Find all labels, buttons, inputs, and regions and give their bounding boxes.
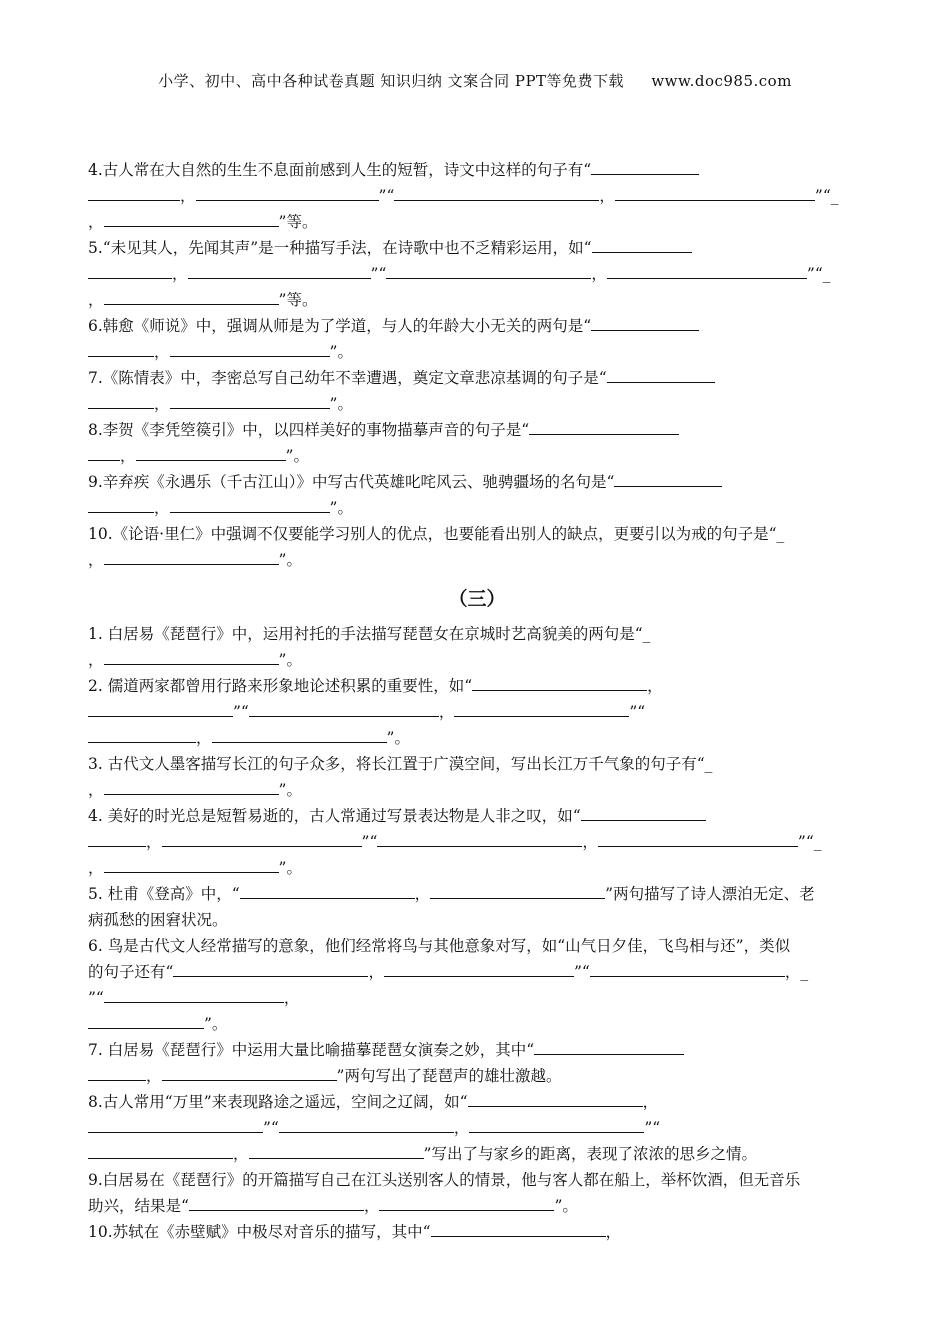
- worksheet-line: [88, 985, 866, 1011]
- worksheet-line: [88, 751, 866, 777]
- answer-blank[interactable]: [430, 881, 605, 899]
- answer-blank[interactable]: [88, 725, 196, 743]
- worksheet-line: [88, 313, 866, 339]
- section-title: （三）: [448, 588, 506, 610]
- answer-blank[interactable]: [607, 365, 715, 383]
- answer-blank[interactable]: [88, 1011, 204, 1029]
- line-text: ，: [88, 651, 104, 669]
- worksheet-line: [88, 1219, 866, 1245]
- line-text: ，: [414, 885, 431, 903]
- line-text: 7. 白居易《琵琶行》中运用大量比喻描摹琵琶女演奏之妙，其中“: [88, 1041, 535, 1059]
- line-text: ”两句描写了诗人漂泊无定、老: [605, 885, 815, 903]
- line-text: ”。: [329, 395, 353, 413]
- line-text: ，: [438, 703, 455, 721]
- line-text: ”。: [278, 781, 302, 799]
- line-text: ”。: [285, 447, 309, 465]
- answer-blank[interactable]: [240, 881, 415, 899]
- line-text: ，: [368, 963, 384, 981]
- worksheet-body: [88, 157, 866, 1245]
- line-text: ，: [642, 1093, 659, 1111]
- line-text: ，: [154, 395, 170, 413]
- answer-blank[interactable]: [88, 829, 146, 847]
- answer-blank[interactable]: [88, 1063, 146, 1081]
- answer-blank[interactable]: [384, 959, 574, 977]
- worksheet-line: [88, 725, 866, 751]
- answer-blank[interactable]: [529, 417, 679, 435]
- answer-blank[interactable]: [249, 699, 439, 717]
- line-text: ”“_: [814, 187, 839, 205]
- answer-blank[interactable]: [249, 1141, 424, 1159]
- answer-blank[interactable]: [379, 1193, 554, 1211]
- worksheet-line: [88, 365, 866, 391]
- worksheet-line: [88, 673, 866, 699]
- answer-blank[interactable]: [472, 673, 647, 691]
- worksheet-line: [88, 443, 866, 469]
- page-header: [0, 70, 950, 91]
- line-text: 助兴，结果是“: [88, 1197, 189, 1215]
- line-text: 4.古人常在大自然的生生不息面前感到人生的短暂，诗文中这样的句子有“: [88, 161, 592, 179]
- worksheet-line: [88, 933, 866, 959]
- answer-blank[interactable]: [581, 803, 706, 821]
- line-text: ”等。: [278, 291, 318, 309]
- worksheet-line: [88, 339, 866, 365]
- answer-blank[interactable]: [170, 495, 330, 513]
- line-text: ，: [180, 187, 196, 205]
- line-text: ，: [605, 1223, 622, 1241]
- line-text: 9.白居易在《琵琶行》的开篇描写自己在江头送别客人的情景，他与客人都在船上，举杯饮酒，但无音乐: [88, 1171, 801, 1189]
- worksheet-line: [88, 777, 866, 803]
- answer-blank[interactable]: [88, 339, 154, 357]
- line-text: ，: [283, 989, 300, 1007]
- worksheet-line: [88, 1037, 866, 1063]
- answer-blank[interactable]: [607, 261, 807, 279]
- line-text: ”。: [278, 651, 302, 669]
- answer-blank[interactable]: [592, 235, 692, 253]
- answer-blank[interactable]: [88, 699, 233, 717]
- line-text: 1. 白居易《琵琶行》中，运用衬托的手法描写琵琶女在京城时艺高貌美的两句是“_: [88, 625, 651, 643]
- line-text: ，: [154, 499, 170, 517]
- worksheet-line: [88, 391, 866, 417]
- answer-blank[interactable]: [162, 1063, 337, 1081]
- worksheet-line: [88, 803, 866, 829]
- line-text: 的句子还有“: [88, 963, 174, 981]
- line-text: ，: [172, 265, 188, 283]
- answer-blank[interactable]: [386, 261, 591, 279]
- answer-blank[interactable]: [212, 725, 387, 743]
- answer-blank[interactable]: [469, 1115, 644, 1133]
- answer-blank[interactable]: [170, 391, 330, 409]
- line-text: 7.《陈情表》中，李密总写自己幼年不幸遭遇，奠定文章悲凉基调的句子是“: [88, 369, 607, 387]
- worksheet-line: [88, 647, 866, 673]
- line-text: ”。: [329, 343, 353, 361]
- line-text: ”“: [361, 833, 378, 851]
- line-text: ”。: [278, 551, 302, 569]
- line-text: 10.《论语·里仁》中强调不仅要能学习别人的优点，也要能看出别人的缺点，更要引以为戒的句子是“_: [88, 525, 785, 543]
- line-text: ，: [154, 343, 170, 361]
- line-text: ”等。: [278, 213, 318, 231]
- answer-blank[interactable]: [173, 959, 368, 977]
- answer-blank[interactable]: [431, 1219, 606, 1237]
- line-text: 6. 鸟是古代文人经常描写的意象，他们经常将鸟与其他意象对写，如“山气日夕佳，飞鸟相与还”，类似: [88, 937, 791, 955]
- answer-blank[interactable]: [615, 183, 815, 201]
- line-text: 10.苏轼在《赤壁赋》中极尽对音乐的描写，其中“: [88, 1223, 431, 1241]
- line-text: ，: [88, 781, 104, 799]
- answer-blank[interactable]: [104, 985, 284, 1003]
- line-text: ”“: [629, 703, 646, 721]
- worksheet-line: [88, 183, 866, 209]
- worksheet-line: [88, 621, 866, 647]
- answer-blank[interactable]: [104, 777, 279, 795]
- line-text: ”“: [370, 265, 387, 283]
- line-text: ”“_: [806, 265, 831, 283]
- answer-blank[interactable]: [88, 391, 154, 409]
- line-text: ”“: [233, 703, 249, 721]
- answer-blank[interactable]: [614, 469, 722, 487]
- worksheet-line: [88, 547, 866, 573]
- line-text: ”。: [386, 729, 410, 747]
- worksheet-line: [88, 495, 866, 521]
- line-text: 5.“未见其人，先闻其声”是一种描写手法，在诗歌中也不乏精彩运用，如“: [88, 239, 592, 257]
- answer-blank[interactable]: [196, 183, 379, 201]
- worksheet-line: [88, 1167, 866, 1193]
- answer-blank[interactable]: [189, 1193, 364, 1211]
- worksheet-line: [88, 209, 866, 235]
- line-text: ，: [146, 1067, 162, 1085]
- line-text: ”。: [554, 1197, 578, 1215]
- worksheet-line: [88, 829, 866, 855]
- answer-blank[interactable]: [591, 157, 699, 175]
- line-text: 病孤愁的困窘状况。: [88, 911, 228, 929]
- answer-blank[interactable]: [377, 829, 582, 847]
- answer-blank[interactable]: [468, 1089, 643, 1107]
- line-text: ”。: [204, 1015, 228, 1033]
- worksheet-line: [88, 235, 866, 261]
- line-text: ，: [88, 213, 104, 231]
- line-text: ”“: [88, 989, 104, 1007]
- line-text: ，: [453, 1119, 470, 1137]
- line-text: ，_: [784, 963, 809, 981]
- line-text: ”。: [278, 859, 302, 877]
- worksheet-line: [88, 157, 866, 183]
- line-text: 6.韩愈《师说》中，强调从师是为了学道，与人的年龄大小无关的两句是“: [88, 317, 592, 335]
- answer-blank[interactable]: [104, 209, 279, 227]
- worksheet-line: [88, 287, 866, 313]
- worksheet-line: [88, 1089, 866, 1115]
- line-text: ，: [196, 729, 212, 747]
- line-text: ，: [647, 677, 663, 695]
- header-url: www.doc985.com: [651, 72, 792, 90]
- answer-blank[interactable]: [88, 183, 180, 201]
- worksheet-line: [88, 1193, 866, 1219]
- line-text: ”“: [263, 1119, 279, 1137]
- line-text: ”“: [378, 187, 395, 205]
- worksheet-line: [88, 907, 866, 933]
- worksheet-line: [88, 469, 866, 495]
- line-text: ，: [120, 447, 136, 465]
- line-text: ”“: [573, 963, 590, 981]
- line-text: 4. 美好的时光总是短暂易逝的，古人常通过写景表达物是人非之叹，如“: [88, 807, 581, 825]
- line-text: ，: [233, 1145, 249, 1163]
- worksheet-line: [88, 1115, 866, 1141]
- line-text: ”写出了与家乡的距离，表现了浓浓的思乡之情。: [423, 1145, 757, 1163]
- answer-blank[interactable]: [170, 339, 330, 357]
- line-text: ，: [363, 1197, 380, 1215]
- line-text: ，: [591, 265, 607, 283]
- answer-blank[interactable]: [136, 443, 286, 461]
- answer-blank[interactable]: [104, 647, 279, 665]
- answer-blank[interactable]: [534, 1037, 684, 1055]
- line-text: ，: [88, 291, 104, 309]
- answer-blank[interactable]: [88, 495, 154, 513]
- answer-blank[interactable]: [279, 1115, 454, 1133]
- line-text: 3. 古代文人墨客描写长江的句子众多，将长江置于广漠空间，写出长江万千气象的句子有“_: [88, 755, 713, 773]
- header-text: 小学、初中、高中各种试卷真题 知识归纳 文案合同 PPT等免费下载: [158, 72, 625, 90]
- line-text: ，: [88, 859, 104, 877]
- answer-blank[interactable]: [591, 313, 699, 331]
- worksheet-line: [88, 1141, 866, 1167]
- worksheet-line: [88, 521, 866, 547]
- answer-blank[interactable]: [88, 1115, 263, 1133]
- line-text: ，: [88, 551, 104, 569]
- answer-blank[interactable]: [454, 699, 629, 717]
- line-text: 2. 儒道两家都曾用行路来形象地论述积累的重要性，如“: [88, 677, 473, 695]
- line-text: 8.李贺《李凭箜篌引》中，以四样美好的事物描摹声音的句子是“: [88, 421, 530, 439]
- line-text: 5. 杜甫《登高》中，“: [88, 885, 240, 903]
- answer-blank[interactable]: [188, 261, 371, 279]
- answer-blank[interactable]: [104, 855, 279, 873]
- worksheet-line: [88, 261, 866, 287]
- worksheet-line: [88, 959, 866, 985]
- worksheet-line: [88, 881, 866, 907]
- worksheet-line: [88, 1011, 866, 1037]
- line-text: 8.古人常用“万里”来表现路途之遥远，空间之辽阔，如“: [88, 1093, 468, 1111]
- worksheet-line: [88, 417, 866, 443]
- worksheet-line: [88, 855, 866, 881]
- worksheet-line: [88, 1063, 866, 1089]
- worksheet-line: [88, 699, 866, 725]
- line-text: 9.辛弃疾《永遇乐（千古江山）》中写古代英雄叱咤风云、驰骋疆场的名句是“: [88, 473, 615, 491]
- answer-blank[interactable]: [590, 959, 785, 977]
- line-text: ”。: [329, 499, 353, 517]
- line-text: ，: [146, 833, 162, 851]
- answer-blank[interactable]: [88, 443, 120, 461]
- answer-blank[interactable]: [88, 261, 172, 279]
- answer-blank[interactable]: [88, 1141, 233, 1159]
- answer-blank[interactable]: [394, 183, 599, 201]
- answer-blank[interactable]: [104, 547, 279, 565]
- answer-blank[interactable]: [162, 829, 362, 847]
- answer-blank[interactable]: [104, 287, 279, 305]
- line-text: ”“: [644, 1119, 661, 1137]
- line-text: ”“_: [797, 833, 822, 851]
- line-text: ”两句写出了琵琶声的雄壮激越。: [336, 1067, 562, 1085]
- line-text: ，: [599, 187, 615, 205]
- line-text: ，: [582, 833, 598, 851]
- answer-blank[interactable]: [598, 829, 798, 847]
